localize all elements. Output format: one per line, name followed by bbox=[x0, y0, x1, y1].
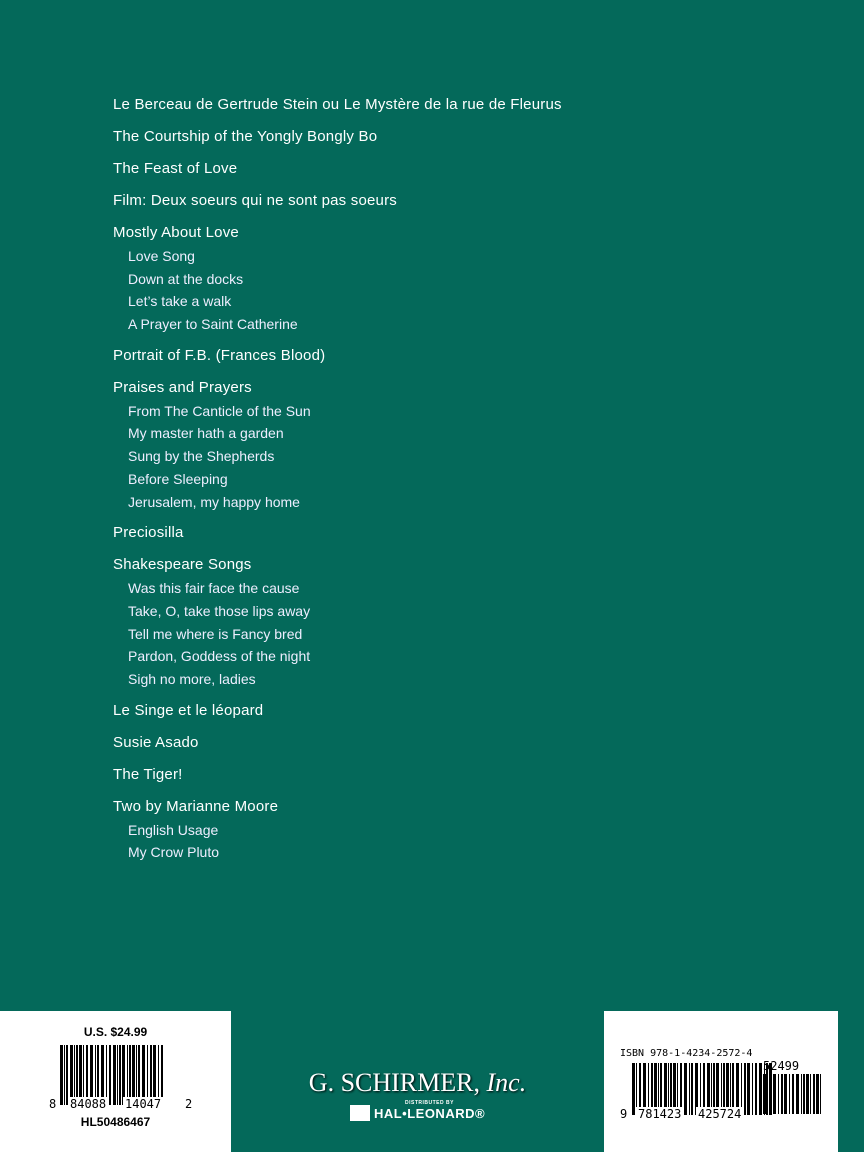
isbn-text: ISBN 978-1-4234-2572-4 bbox=[620, 1048, 753, 1059]
barcode-bar bbox=[161, 1045, 163, 1105]
contents-subitem: Was this fair face the cause bbox=[128, 580, 300, 597]
barcode-bar bbox=[789, 1074, 790, 1114]
barcode-bar bbox=[816, 1074, 819, 1114]
contents-group bbox=[113, 223, 562, 337]
contents-group bbox=[113, 95, 562, 118]
contents-subitem: My Crow Pluto bbox=[128, 844, 220, 861]
contents-subitem: Tell me where is Fancy bred bbox=[128, 625, 303, 642]
hal-leonard-mark-icon bbox=[350, 1105, 370, 1121]
barcode-bar bbox=[127, 1045, 128, 1105]
contents-group bbox=[113, 523, 562, 546]
contents-subitem: Jerusalem, my happy home bbox=[128, 493, 300, 510]
contents-subitem: A Prayer to Saint Catherine bbox=[128, 316, 298, 333]
contents-title: Mostly About Love bbox=[113, 224, 239, 241]
contents-title: The Tiger! bbox=[113, 765, 183, 783]
upc-digit-last: 2 bbox=[185, 1097, 193, 1111]
barcode-bar bbox=[97, 1045, 99, 1105]
contents-title: Film: Deux soeurs qui ne sont pas soeurs bbox=[113, 192, 397, 209]
upc-digit-first: 8 bbox=[49, 1097, 57, 1111]
contents-title: Preciosilla bbox=[113, 524, 184, 542]
upc-digits-left: 84088 bbox=[70, 1097, 107, 1111]
distributor-name: HAL•LEONARD® bbox=[373, 1106, 486, 1121]
contents-group bbox=[113, 701, 562, 724]
contents-group bbox=[113, 127, 562, 150]
barcode-bar bbox=[101, 1045, 104, 1105]
barcode-bar bbox=[66, 1045, 68, 1105]
contents-subitem: Before Sleeping bbox=[128, 470, 228, 487]
barcode-bar bbox=[70, 1045, 73, 1105]
contents-subitem: Pardon, Goddess of the night bbox=[128, 648, 311, 665]
barcode-bar bbox=[136, 1045, 137, 1105]
contents-group bbox=[113, 797, 562, 865]
contents-subitem: English Usage bbox=[128, 821, 219, 838]
ean-digits-left: 781423 bbox=[638, 1107, 682, 1121]
barcode-bar bbox=[744, 1063, 746, 1115]
barcode-bar bbox=[691, 1063, 693, 1115]
upc-digits-right: 14047 bbox=[125, 1097, 162, 1111]
contents-subitem: Take, O, take those lips away bbox=[128, 602, 311, 619]
contents-subitem: Sigh no more, ladies bbox=[128, 670, 256, 687]
contents-group bbox=[113, 733, 562, 756]
barcode-bar bbox=[769, 1074, 771, 1114]
barcode-bar bbox=[119, 1045, 121, 1105]
contents-subitem: Down at the docks bbox=[128, 270, 244, 287]
barcode-bar bbox=[760, 1074, 762, 1114]
barcode-bar bbox=[784, 1074, 787, 1114]
contents-title: Shakespeare Songs bbox=[113, 556, 252, 574]
contents-title: Le Singe et le léopard bbox=[113, 701, 264, 719]
barcode-bar bbox=[76, 1045, 78, 1105]
barcode-bar bbox=[142, 1045, 145, 1105]
contents-subitem: Let’s take a walk bbox=[128, 293, 232, 310]
contents-group bbox=[113, 159, 562, 182]
contents-group bbox=[113, 378, 562, 514]
ean-digits-right: 425724 bbox=[698, 1107, 742, 1121]
product-code: HL50486467 bbox=[80, 1115, 151, 1129]
barcode-bar bbox=[74, 1045, 75, 1105]
contents-subitem: Love Song bbox=[128, 248, 195, 264]
contents-subitem: My master hath a garden bbox=[128, 425, 284, 442]
barcode-bar bbox=[95, 1045, 96, 1105]
barcode-bar bbox=[132, 1045, 135, 1105]
barcode-bar bbox=[129, 1045, 131, 1105]
table-of-contents bbox=[113, 95, 562, 874]
barcode-bar bbox=[810, 1074, 811, 1114]
barcode-bar bbox=[83, 1045, 84, 1105]
barcode-bar bbox=[763, 1074, 766, 1114]
isbn-label bbox=[604, 1011, 838, 1152]
barcode-bar bbox=[803, 1074, 805, 1114]
barcode-bar bbox=[64, 1045, 65, 1105]
barcode-bar bbox=[781, 1074, 783, 1114]
barcode-bar bbox=[117, 1045, 118, 1105]
barcode-bar bbox=[747, 1063, 750, 1115]
barcode-bar bbox=[153, 1045, 156, 1105]
barcode-bar bbox=[796, 1074, 799, 1114]
barcode-bar bbox=[158, 1045, 159, 1105]
contents-title: Praises and Prayers bbox=[113, 378, 252, 396]
publisher-name: G. SCHIRMER, Inc. bbox=[308, 1068, 527, 1097]
barcode-bar bbox=[632, 1063, 635, 1115]
contents-group bbox=[113, 765, 562, 788]
barcode-bar bbox=[147, 1045, 148, 1105]
publisher-logo bbox=[231, 1068, 604, 1121]
distributor-logo bbox=[231, 1100, 604, 1121]
barcode-bar bbox=[778, 1074, 779, 1114]
contents-title: Two by Marianne Moore bbox=[113, 797, 279, 815]
barcode-bar bbox=[122, 1045, 125, 1105]
addon-digits: 52499 bbox=[763, 1059, 800, 1073]
contents-title: The Courtship of the Yongly Bongly Bo bbox=[113, 128, 378, 145]
contents-subitem: From The Canticle of the Sun bbox=[128, 402, 311, 419]
barcode-bar bbox=[820, 1074, 821, 1114]
barcode-bar bbox=[106, 1045, 107, 1105]
upc-barcode bbox=[60, 1045, 165, 1105]
price: U.S. $24.99 bbox=[83, 1025, 148, 1039]
barcode-bar bbox=[773, 1074, 776, 1114]
barcode-bar bbox=[813, 1074, 815, 1114]
barcode-bar bbox=[806, 1074, 809, 1114]
contents-title: Le Berceau de Gertrude Stein ou Le Mystère de la rue de Fleurus bbox=[113, 96, 562, 113]
ean-digit-first: 9 bbox=[620, 1107, 628, 1121]
contents-title: The Feast of Love bbox=[113, 160, 238, 177]
barcode-bar bbox=[86, 1045, 88, 1105]
barcode-bar bbox=[113, 1045, 116, 1105]
contents-group bbox=[113, 346, 562, 369]
contents-title: Portrait of F.B. (Frances Blood) bbox=[113, 346, 326, 364]
barcode-bar bbox=[109, 1045, 111, 1105]
barcode-bar bbox=[755, 1063, 757, 1115]
contents-subitem: Sung by the Shepherds bbox=[128, 448, 275, 465]
upc-price-label bbox=[0, 1011, 231, 1152]
barcode-bar bbox=[792, 1074, 794, 1114]
barcode-bar bbox=[801, 1074, 802, 1114]
addon-barcode bbox=[760, 1074, 822, 1114]
contents-group bbox=[113, 555, 562, 691]
contents-group bbox=[113, 191, 562, 214]
barcode-bar bbox=[60, 1045, 63, 1105]
barcode-bar bbox=[689, 1063, 690, 1115]
barcode-bar bbox=[150, 1045, 152, 1105]
barcode-bar bbox=[752, 1063, 753, 1115]
barcode-bar bbox=[79, 1045, 82, 1105]
distributed-by: DISTRIBUTED BY bbox=[405, 1100, 454, 1106]
barcode-bar bbox=[90, 1045, 93, 1105]
barcode-bar bbox=[684, 1063, 687, 1115]
barcode-bar bbox=[138, 1045, 140, 1105]
barcode-bar bbox=[767, 1074, 768, 1114]
contents-title: Susie Asado bbox=[113, 733, 199, 751]
